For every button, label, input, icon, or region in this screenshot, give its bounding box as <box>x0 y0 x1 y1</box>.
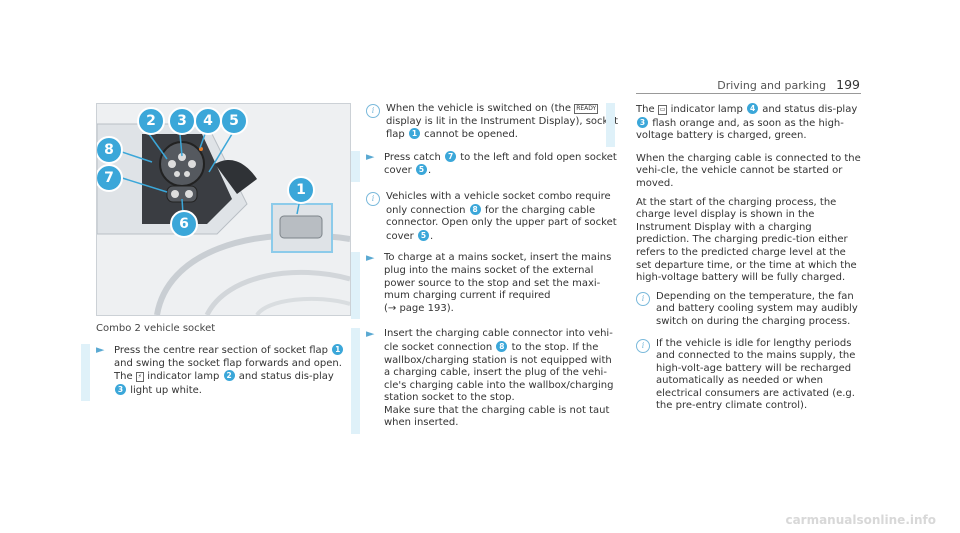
figure-marker-1: 1 <box>287 176 315 204</box>
step-text: To charge at a mains socket, insert the mains plug into the mains socket of the external power source to the stop and set the maxi-mum charging current if required <box>384 252 612 302</box>
page-reference: (→ page 193). <box>384 302 454 314</box>
callout-number: 7 <box>445 151 456 162</box>
step-open-flap <box>81 344 349 401</box>
note-idle <box>636 338 862 414</box>
ready-symbol: READY <box>576 105 597 112</box>
callout-number: 8 <box>496 341 507 352</box>
paragraph: When the charging cable is connected to the vehi-cle, the vehicle cannot be started or moved. <box>636 152 861 189</box>
step-text: and status dis-play <box>762 104 858 115</box>
step-insert-connector <box>351 328 620 434</box>
figure-marker-5: 5 <box>220 107 248 135</box>
callout-number: 8 <box>470 204 481 215</box>
step-press-catch: ► Press catch 7 to the left and fold open socket cover 5 . <box>351 151 620 182</box>
figure-marker-8: 8 <box>96 136 123 164</box>
note-text: Vehicles with a vehicle socket combo require only connection <box>386 190 611 216</box>
column-3 <box>636 103 862 422</box>
note-text: for the charging cable connector. Open only the upper part of socket cover <box>386 204 617 242</box>
figure-marker-3: 3 <box>168 107 196 135</box>
arrow-icon: ► <box>366 327 375 341</box>
step-text: Insert the charging cable connector into vehi-cle socket connection <box>384 328 613 353</box>
socket-illustration <box>97 104 350 315</box>
plug-indicator-icon: ⚡ <box>137 373 143 381</box>
page-header <box>717 77 860 92</box>
step-text: The <box>636 104 655 115</box>
callout-number: 3 <box>115 384 126 395</box>
step-text: and status dis-play <box>238 371 334 383</box>
step-text: to the left and fold open socket cover <box>384 151 617 177</box>
figure-caption: Combo 2 vehicle socket <box>96 323 216 334</box>
column-2 <box>366 103 620 443</box>
info-icon: i <box>636 292 650 306</box>
note-text: If the vehicle is idle for lengthy periods and connected to the mains supply, the high-volt-age battery will be recharged automatically as needed or when electrical consumers are activated (e.g. the pre-entry climate control). <box>656 337 856 412</box>
battery-indicator-icon: ▭ <box>659 106 666 113</box>
note-text: When the vehicle is switched on (the <box>386 103 571 114</box>
figure-marker-4: 4 <box>194 107 222 135</box>
step-text: Press catch <box>384 151 441 163</box>
step-text: Make sure that the charging cable is not taut when inserted. <box>384 404 610 429</box>
step-continuation <box>606 103 862 147</box>
figure-marker-6: 6 <box>170 210 198 238</box>
callout-number: 1 <box>332 344 343 355</box>
callout-number: 5 <box>416 164 427 175</box>
arrow-icon: ► <box>366 149 375 163</box>
step-text: to the stop. If the wallbox/charging station is not equipped with a charging cable, insert the plug of the vehi-cle's charging cable into the wallbox/charging station socket to the stop. <box>384 341 614 404</box>
watermark: carmanualsonline.info <box>785 513 936 527</box>
callout-number: 3 <box>637 117 648 128</box>
note-text: display is lit in the Instrument Display), socket flap <box>386 115 619 141</box>
step-text: Press the centre rear section of socket flap <box>114 345 328 356</box>
step-text: The <box>114 371 133 383</box>
column-1 <box>96 344 349 410</box>
step-text: flash orange and, as soon as the high-voltage battery is charged, green. <box>636 117 844 142</box>
callout-number: 1 <box>409 128 420 139</box>
note-socket-combo: i Vehicles with a vehicle socket combo require only connection 8 for the charging cable connector. Open only the upper part of socket cover 5 . <box>366 191 620 243</box>
step-text: light up white. <box>130 384 202 396</box>
note-ready <box>366 103 620 142</box>
socket-figure <box>96 103 351 316</box>
step-text: and swing the socket flap forwards and open. <box>114 357 342 369</box>
arrow-icon: ► <box>366 251 375 265</box>
info-icon: i <box>636 339 650 353</box>
note-fan <box>636 291 862 329</box>
note-text: Depending on the temperature, the fan and battery cooling system may audibly switch on during the charging process. <box>656 290 858 327</box>
step-text: indicator lamp <box>147 371 220 383</box>
note-text: cannot be opened. <box>424 129 518 141</box>
callout-number: 5 <box>418 230 429 241</box>
page-number: 199 <box>836 77 860 92</box>
step-mains-socket <box>351 252 620 319</box>
info-icon: i <box>366 192 380 206</box>
figure-marker-7: 7 <box>96 164 123 192</box>
figure-marker-2: 2 <box>137 107 165 135</box>
step-text: indicator lamp <box>670 104 743 115</box>
arrow-icon: ► <box>96 343 105 356</box>
section-title: Driving and parking <box>717 79 827 92</box>
callout-number: 2 <box>224 370 235 381</box>
paragraph: At the start of the charging process, the charge level display is shown in the Instrument Display with a charging prediction. The charging predic-tion either refers to the predicted charge level at the set departure time, or the time at which the high-voltage battery will be fully charged. <box>636 196 857 284</box>
callout-number: 4 <box>747 103 758 114</box>
info-icon: i <box>366 104 380 118</box>
header-rule <box>636 93 861 94</box>
